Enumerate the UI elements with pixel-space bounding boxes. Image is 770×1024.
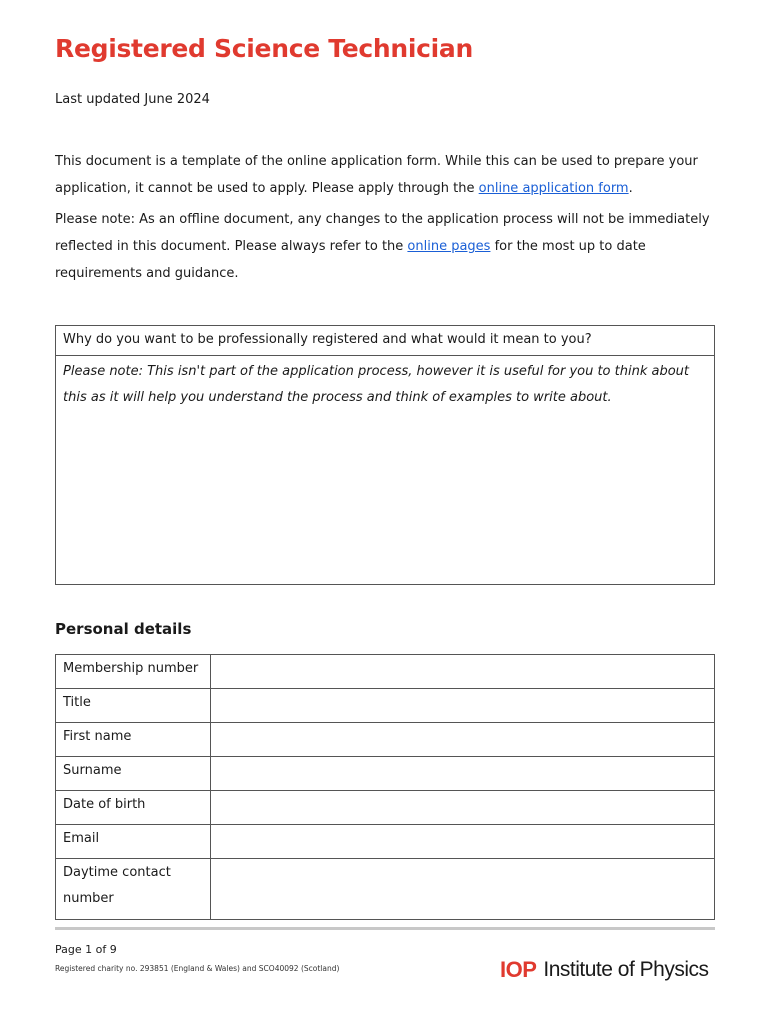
email-field[interactable] (211, 825, 715, 859)
iop-logo (500, 957, 708, 983)
footer-divider (55, 927, 715, 930)
field-label: First name (56, 723, 211, 757)
field-label: Daytime contact number (56, 859, 211, 920)
surname-field[interactable] (211, 757, 715, 791)
field-label: Surname (56, 757, 211, 791)
table-row (56, 655, 715, 689)
membership-number-field[interactable] (211, 655, 715, 689)
last-updated: Last updated June 2024 (55, 92, 210, 107)
table-row (56, 757, 715, 791)
first-name-field[interactable] (211, 723, 715, 757)
intro-paragraph-1 (55, 148, 725, 202)
online-application-form-link[interactable]: online application form (478, 181, 629, 196)
question-note: Please note: This isn't part of the application process, however it is useful for you to think about this as it will help you understand the process and think of examples to write about. (63, 364, 689, 405)
question-heading: Why do you want to be professionally registered and what would it mean to you? (56, 326, 714, 356)
online-pages-link[interactable]: online pages (407, 239, 491, 254)
date-of-birth-field[interactable] (211, 791, 715, 825)
table-row (56, 689, 715, 723)
intro-paragraph-2 (55, 206, 725, 287)
field-label: Date of birth (56, 791, 211, 825)
title-field[interactable] (211, 689, 715, 723)
motivation-question-box (55, 325, 715, 585)
iop-logo-mark: IOP (500, 957, 537, 982)
table-row (56, 791, 715, 825)
field-label: Membership number (56, 655, 211, 689)
iop-logo-text: Institute of Physics (543, 958, 709, 981)
table-row (56, 723, 715, 757)
page-number: Page 1 of 9 (55, 943, 117, 956)
table-row (56, 859, 715, 920)
note-text: Please note: As an offline document, any changes to the application process will not be immediately reflected in this document. Please always refer to the (55, 212, 710, 254)
personal-details-heading: Personal details (55, 620, 192, 638)
intro-text: This document is a template of the online application form. While this can be used to prepare your application, it cannot be used to apply. Please apply through the (55, 154, 698, 196)
field-label: Email (56, 825, 211, 859)
daytime-contact-number-field[interactable] (211, 859, 715, 920)
intro-text-end: . (628, 181, 633, 196)
question-answer-area[interactable] (56, 356, 714, 414)
page-title: Registered Science Technician (55, 34, 473, 63)
charity-notice: Registered charity no. 293851 (England & Wales) and SCO40092 (Scotland) (55, 964, 340, 973)
field-label: Title (56, 689, 211, 723)
note-text-end: for the most up to date requirements and guidance. (55, 239, 646, 281)
personal-details-table (55, 654, 715, 920)
table-row (56, 825, 715, 859)
